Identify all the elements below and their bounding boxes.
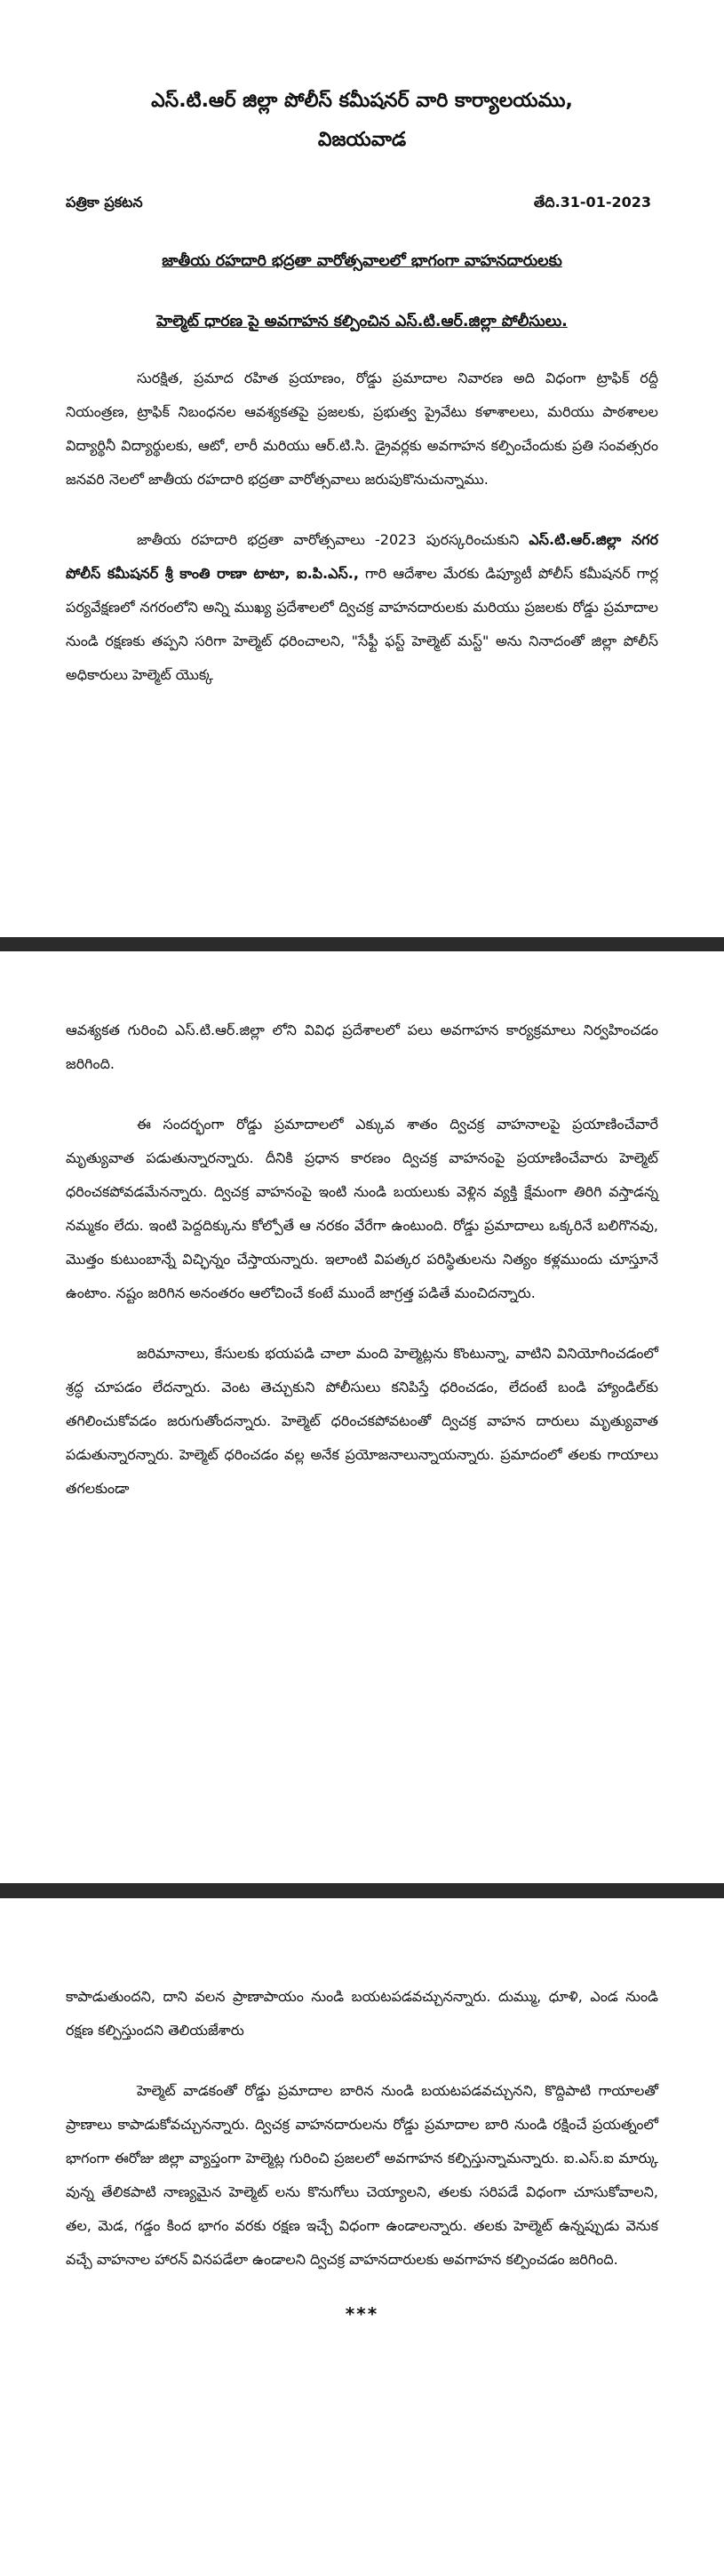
subject-line-2: హెల్మెట్ ధారణ పై అవగాహన కల్పించిన ఎస్.టి.ఆర్.జిల్లా పోలీసులు. bbox=[156, 313, 568, 330]
document-page-2 bbox=[0, 951, 724, 1883]
paragraph-2-intro: జాతీయ రహదారి భద్రతా వారోత్సవాలు -2023 పురస్కరించుకుని bbox=[137, 531, 529, 548]
office-city: విజయవాడ bbox=[317, 129, 407, 151]
paragraph-4: జరిమానాలు, కేసులకు భయపడి చాలా మంది హెల్మెట్లను కొంటున్నా, వాటిని వినియోగించడంలో శ్రద్ధ చూపడం లేదన్నారు. వెంట తెచ్చుకుని పోలీసులు కనిపిస్తే ధరించడం, లేదంటే బండి హ్యాండిల్‌కు తగిలించుకోవడం జరుగుతోందన్నారు. హెల్మెట్ ధరించకపోవటంతో ద్విచక్ర వాహన దారులు మృత్యువాత పడుతున్నారన్నారు. హెల్మెట్ ధరించడం వల్ల అనేక ప్రయోజనాలున్నాయన్నారు. ప్రమాదంలో తలకు గాయాలు తగలకుండా bbox=[66, 1345, 658, 1497]
paragraph-4-continued: కాపాడుతుందని, దాని వలన ప్రాణాపాయం నుండి బయటపడవచ్చునన్నారు. దుమ్ము, ధూళి, ఎండ నుండి రక్షణ కల్పిస్తుందని తెలియజేశారు bbox=[66, 1988, 658, 2039]
paragraph-1: సురక్షిత, ప్రమాద రహిత ప్రయాణం, రోడ్డు ప్రమాదాల నివారణ అది విధంగా ట్రాఫిక్ రద్దీ నియంత్రణ, ట్రాఫిక్ నిబంధనల ఆవశ్యకతపై ప్రజలకు, ప్రభుత్వ ప్రైవేటు కళాశాలలు, మరియు పాఠశాలల విద్యార్థినీ విద్యార్థులకు, ఆటో, లారీ మరియు ఆర్.టి.సి. డ్రైవర్లకు అవగాహన కల్పించేందుకు ప్రతి సంవత్సరం జనవరి నెలలో జాతీయ రహదారి భద్రతా వారోత్సవాలు జరుపుకొనుచున్నాము. bbox=[66, 370, 658, 488]
paragraph-5: హెల్మెట్ వాడకంతో రోడ్డు ప్రమాదాల బారిన నుండి బయటపడవచ్చునని, కొద్దిపాటి గాయాలతో ప్రాణాలు కాపాడుకోవచ్చునన్నారు. ద్విచక్ర వాహనదారులను రోడ్డు ప్రమాదాల బారి నుండి రక్షించే ప్రయత్నంలో భాగంగా ఈరోజు జిల్లా వ్యాప్తంగా హెల్మెట్ల గురించి ప్రజలలో అవగాహన కల్పిస్తున్నామన్నారు. ఐ.ఎస్.ఐ మార్కు వున్న తేలికపాటి నాణ్యమైన హెల్మెట్ లను కొనుగోలు చెయ్యాలని, తలకు సరిపడే విధంగా చూసుకోవాలని, తల, మెడ, గడ్డం కింద భాగం వరకు రక్షణ ఇచ్చే విధంగా ఉండాలన్నారు. తలకు హెల్మెట్ ఉన్నప్పుడు వెనుక వచ్చే వాహనాల హారన్ వినపడేలా ఉండాలని ద్విచక్ర వాహనదారులకు అవగాహన కల్పించడం జరిగింది. bbox=[66, 2082, 658, 2268]
document-page-3 bbox=[0, 1898, 724, 2576]
document-page-1 bbox=[0, 0, 724, 937]
meta-row bbox=[66, 194, 658, 214]
release-date: తేది.31-01-2023 bbox=[533, 194, 651, 211]
paragraph-2-continued: ఆవశ్యకత గురించి ఎస్.టి.ఆర్.జిల్లా లోని వివిధ ప్రదేశాలలో పలు అవగాహన కార్యక్రమాలు నిర్వహించడం జరిగింది. bbox=[66, 1022, 658, 1072]
subject-line-1: జాతీయ రహదారి భద్రతా వారోత్సవాలలో భాగంగా వాహనదారులకు bbox=[162, 252, 562, 270]
paragraph-2 bbox=[66, 523, 658, 692]
commissioner-name: ఎస్.టి.ఆర్.జిల్లా నగర పోలీస్ కమీషనర్ శ్రీ కాంతి రాణా టాటా, ఐ.పి.ఎస్., bbox=[66, 531, 658, 582]
paragraph-3: ఈ సందర్భంగా రోడ్డు ప్రమాదాలలో ఎక్కువ శాతం ద్విచక్ర వాహనాలపై ప్రయాణించేవారే మృత్యువాత పడుతున్నారన్నారు. దీనికి ప్రధాన కారణం ద్విచక్ర వాహనంపై ప్రయాణించేవారు హెల్మెట్ ధరించకపోవడమేనన్నారు. ద్విచక్ర వాహనంపై ఇంటి నుండి బయలుకు వెళ్లిన వ్యక్తి క్షేమంగా తిరిగి వస్తాడన్న నమ్మకం లేదు. ఇంటి పెద్దదిక్కును కోల్పోతే ఆ నరకం వేరేగా ఉంటుంది. రోడ్డు ప్రమాదాలు ఒక్కరినే బలిగొనవు, మొత్తం కుటుంబాన్నే విచ్ఛిన్నం చేస్తాయన్నారు. ఇలాంటి విపత్కర పరిస్థితులను నిత్యం కళ్లముందు చూస్తూనే ఉంటాం. నష్టం జరిగిన అనంతరం ఆలోచించే కంటే ముందే జాగ్రత్త పడితే మంచిదన్నారు. bbox=[66, 1116, 658, 1301]
paragraph-2-body: గారి ఆదేశాల మేరకు డిప్యూటీ పోలీస్ కమీషనర్ గార్ల పర్యవేక్షణలో నగరంలోని అన్ని ముఖ్య ప్రదేశాలలో ద్విచక్ర వాహనదారులకు మరియు ప్రజలకు రోడ్డు ప్రమాదాల నుండి రక్షణకు తప్పని సరిగా హెల్మెట్ ధరించాలని, "సేఫ్టీ ఫస్ట్ హెల్మెట్ మస్ట్" అను నినాదంతో జిల్లా పోలీస్ అధికారులు హెల్మెట్ యొక్క bbox=[66, 565, 658, 683]
press-release-label: పత్రికా ప్రకటన bbox=[66, 194, 143, 211]
page-separator-2 bbox=[0, 1883, 724, 1898]
office-title: ఎస్.టి.ఆర్ జిల్లా పోలీస్ కమీషనర్ వారి కార్యాలయము, bbox=[151, 90, 573, 112]
end-mark: *** bbox=[345, 2303, 379, 2325]
page-separator-1 bbox=[0, 937, 724, 951]
